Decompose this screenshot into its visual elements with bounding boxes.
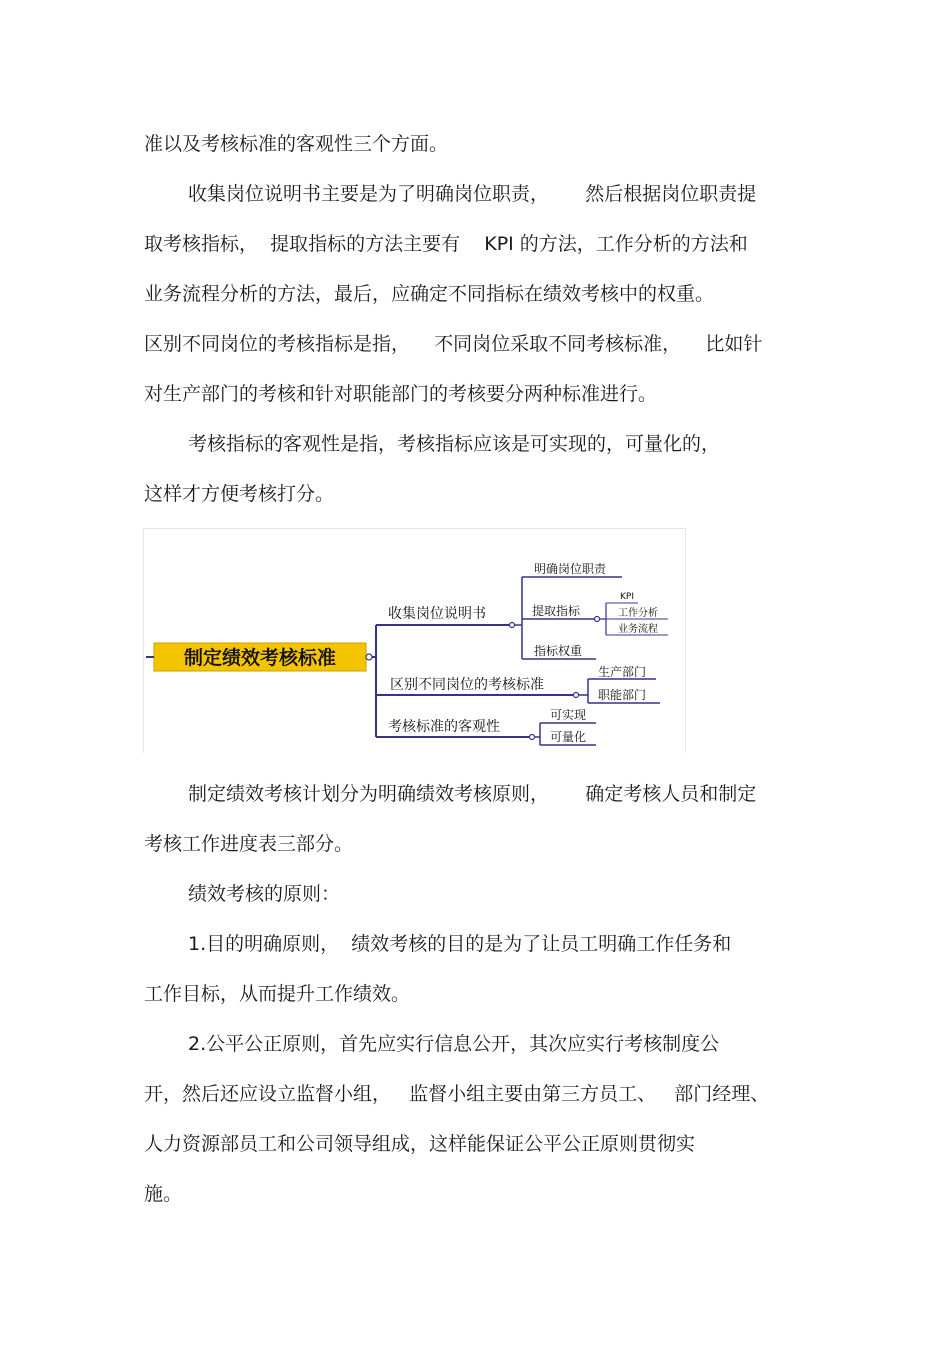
mind-map-branch-3: 考核标准的客观性	[388, 719, 500, 735]
paragraph-line: 这样才方便考核打分。	[144, 483, 335, 505]
paragraph-line: 取考核指标， 提取指标的方法主要有 KPI 的方法，工作分析的方法和	[144, 233, 748, 255]
mind-map-item-2-1: 生产部门	[598, 665, 647, 679]
paragraph-line: 人力资源部员工和公司领导组成，这样能保证公平公正原则贯彻实	[144, 1133, 696, 1155]
mind-map-item-3-2: 可量化	[550, 730, 587, 744]
paragraph-line: 施。	[144, 1183, 183, 1205]
mind-map-item-1-3: 指标权重	[534, 644, 583, 658]
paragraph-line: 工作目标，从而提升工作绩效。	[144, 983, 411, 1005]
mind-map-item-3-1: 可实现	[550, 708, 587, 722]
paragraph-line: 开，然后还应设立监督小组， 监督小组主要由第三方员工、 部门经理、	[144, 1083, 770, 1105]
paragraph-line: 收集岗位说明书主要是为了明确岗位职责， 然后根据岗位职责提	[188, 183, 757, 205]
mind-map-sub-process: 业务流程	[618, 624, 658, 635]
mind-map-root-label: 制定绩效考核标准	[183, 647, 337, 669]
paragraph-line: 2.公平公正原则，首先应实行信息公开，其次应实行考核制度公	[188, 1033, 720, 1055]
mind-map-sub-work-analysis: 工作分析	[618, 608, 658, 619]
paragraph-line: 区别不同岗位的考核指标是指， 不同岗位采取不同考核标准， 比如针	[144, 333, 763, 355]
paragraph-line: 制定绩效考核计划分为明确绩效考核原则， 确定考核人员和制定	[188, 783, 757, 805]
mind-map-figure	[143, 528, 686, 753]
paragraph-line: 准以及考核标准的客观性三个方面。	[144, 133, 449, 155]
mind-map-branch-1: 收集岗位说明书	[388, 606, 486, 622]
paragraph-line: 绩效考核的原则：	[188, 883, 341, 905]
paragraph-line: 业务流程分析的方法，最后，应确定不同指标在绩效考核中的权重。	[144, 283, 715, 305]
paragraph-line: 1.目的明确原则， 绩效考核的目的是为了让员工明确工作任务和	[188, 933, 732, 955]
paragraph-line: 考核指标的客观性是指，考核指标应该是可实现的，可量化的，	[188, 433, 721, 455]
paragraph-line: 对生产部门的考核和针对职能部门的考核要分两种标准进行。	[144, 383, 658, 405]
mind-map-sub-kpi: KPI	[620, 592, 634, 602]
mind-map-item-1-1: 明确岗位职责	[534, 562, 607, 576]
mind-map-item-1-2: 提取指标	[532, 604, 581, 618]
mind-map-item-2-2: 职能部门	[598, 688, 647, 702]
mind-map-branch-2: 区别不同岗位的考核标准	[390, 677, 544, 693]
paragraph-line: 考核工作进度表三部分。	[144, 833, 354, 855]
